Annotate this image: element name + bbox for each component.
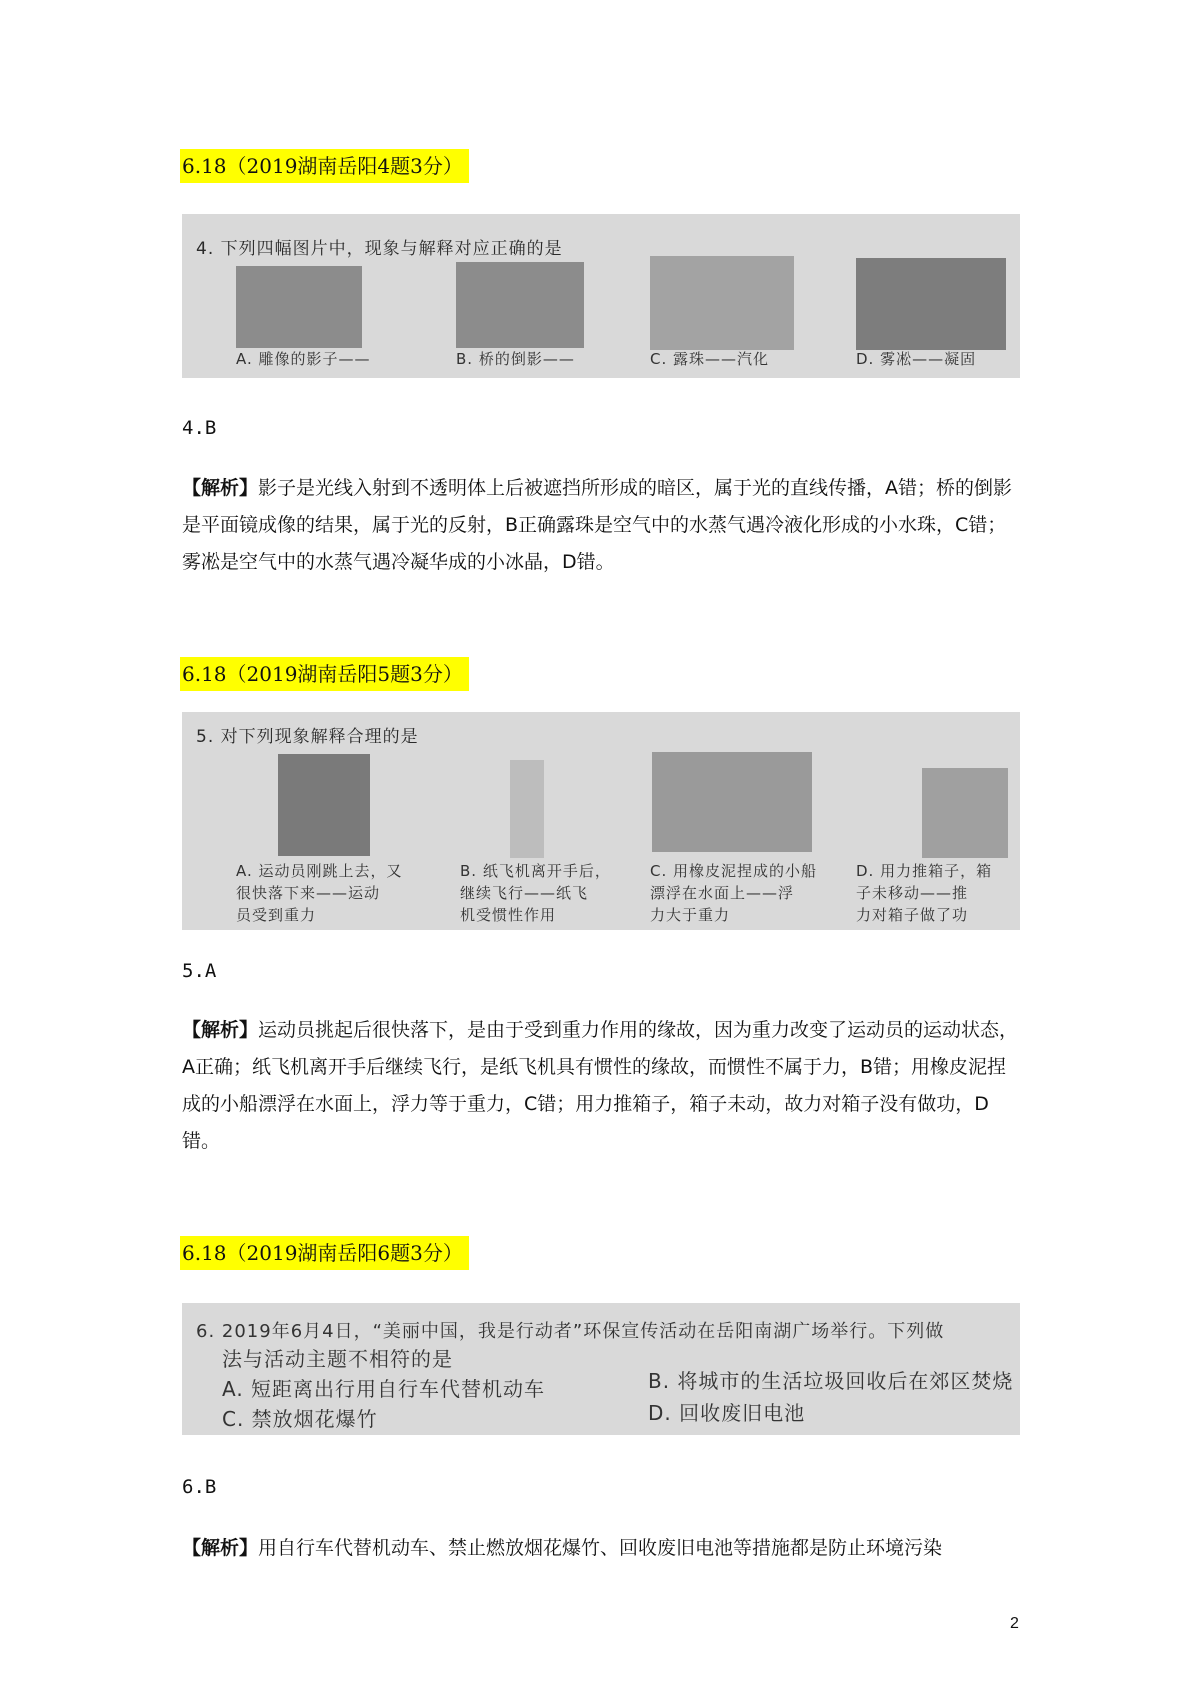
option-a-line-3: 员受到重力 xyxy=(236,906,317,924)
push-box-image xyxy=(922,768,1008,858)
answer-6: 6.B xyxy=(182,1476,217,1498)
option-c xyxy=(650,860,817,926)
rime-tree-image xyxy=(856,258,1006,350)
analysis-6 xyxy=(182,1530,1022,1567)
question-6-stem-line-1: 6. 2019年6月4日，“美丽中国，我是行动者”环保宣传活动在岳阳南湖广场举行。下列做 xyxy=(196,1321,945,1342)
page-number: 2 xyxy=(1010,1615,1019,1632)
question-6-scan xyxy=(182,1303,1020,1435)
option-c-line-1: C. 用橡皮泥捏成的小船 xyxy=(650,862,818,880)
paper-plane-boy-image xyxy=(510,760,544,858)
option-d: D. 回收废旧电池 xyxy=(648,1401,806,1425)
analysis-text: 用自行车代替机动车、禁止燃放烟花爆竹、回收废旧电池等措施都是防止环境污染 xyxy=(258,1537,943,1559)
dew-leaf-image xyxy=(650,256,794,350)
option-a: A. 雕像的影子—— xyxy=(236,350,371,368)
option-b-line-2: 继续飞行——纸飞 xyxy=(460,884,589,902)
option-d xyxy=(856,860,992,926)
clay-boat-image xyxy=(652,752,812,852)
bridge-reflection-image xyxy=(456,262,584,348)
analysis-text: 运动员挑起后很快落下，是由于受到重力作用的缘故，因为重力改变了运动员的运动状态，A正确；纸飞机离开手后继续飞行，是纸飞机具有惯性的缘故，而惯性不属于力，B错；用橡皮泥捏成的小船漂浮在水面上，浮力等于重力，C错；用力推箱子，箱子未动，故力对箱子没有做功，D错。 xyxy=(182,1019,1019,1152)
analysis-text: 影子是光线入射到不透明体上后被遮挡所形成的暗区，属于光的直线传播，A错；桥的倒影是平面镜成像的结果，属于光的反射，B正确露珠是空气中的水蒸气遇冷液化形成的小水珠，C错；雾凇是空气中的水蒸气遇冷凝华成的小冰晶，D错。 xyxy=(182,477,1013,573)
analysis-5 xyxy=(182,1012,1022,1160)
analysis-tag: 【解析】 xyxy=(182,1019,259,1041)
analysis-tag: 【解析】 xyxy=(182,1537,259,1559)
option-d-line-3: 力对箱子做了功 xyxy=(856,906,969,924)
athlete-jump-image xyxy=(278,754,370,856)
question-4-stem: 4. 下列四幅图片中，现象与解释对应正确的是 xyxy=(196,239,563,259)
option-d: D. 雾凇——凝固 xyxy=(856,350,977,368)
statue-shadow-image xyxy=(236,266,362,348)
option-b: B. 将城市的生活垃圾回收后在郊区焚烧 xyxy=(648,1369,1014,1393)
question-source-header-6: 6.18（2019湖南岳阳6题3分） xyxy=(180,1236,469,1270)
question-source-header-5: 6.18（2019湖南岳阳5题3分） xyxy=(180,657,469,691)
option-a-line-1: A. 运动员刚跳上去，又 xyxy=(236,862,403,880)
option-b-line-1: B. 纸飞机离开手后， xyxy=(460,862,611,880)
answer-4: 4.B xyxy=(182,417,217,439)
question-5-stem: 5. 对下列现象解释合理的是 xyxy=(196,727,419,747)
option-d-line-2: 子未移动——推 xyxy=(856,884,969,902)
question-5-scan xyxy=(182,712,1020,930)
option-a: A. 短距离出行用自行车代替机动车 xyxy=(222,1377,546,1401)
option-d-line-1: D. 用力推箱子，箱 xyxy=(856,862,993,880)
option-c: C. 露珠——汽化 xyxy=(650,350,770,368)
analysis-tag: 【解析】 xyxy=(182,477,259,499)
analysis-4 xyxy=(182,470,1022,581)
answer-5: 5.A xyxy=(182,960,217,982)
question-6-stem-line-2: 法与活动主题不相符的是 xyxy=(222,1347,453,1371)
option-c-line-2: 漂浮在水面上——浮 xyxy=(650,884,795,902)
question-4-scan xyxy=(182,214,1020,378)
option-c-line-3: 力大于重力 xyxy=(650,906,731,924)
option-b-line-3: 机受惯性作用 xyxy=(460,906,557,924)
option-a-line-2: 很快落下来——运动 xyxy=(236,884,381,902)
option-a xyxy=(236,860,403,926)
option-c: C. 禁放烟花爆竹 xyxy=(222,1407,378,1431)
option-b xyxy=(460,860,611,926)
question-source-header-4: 6.18（2019湖南岳阳4题3分） xyxy=(180,149,469,183)
option-b: B. 桥的倒影—— xyxy=(456,350,575,368)
